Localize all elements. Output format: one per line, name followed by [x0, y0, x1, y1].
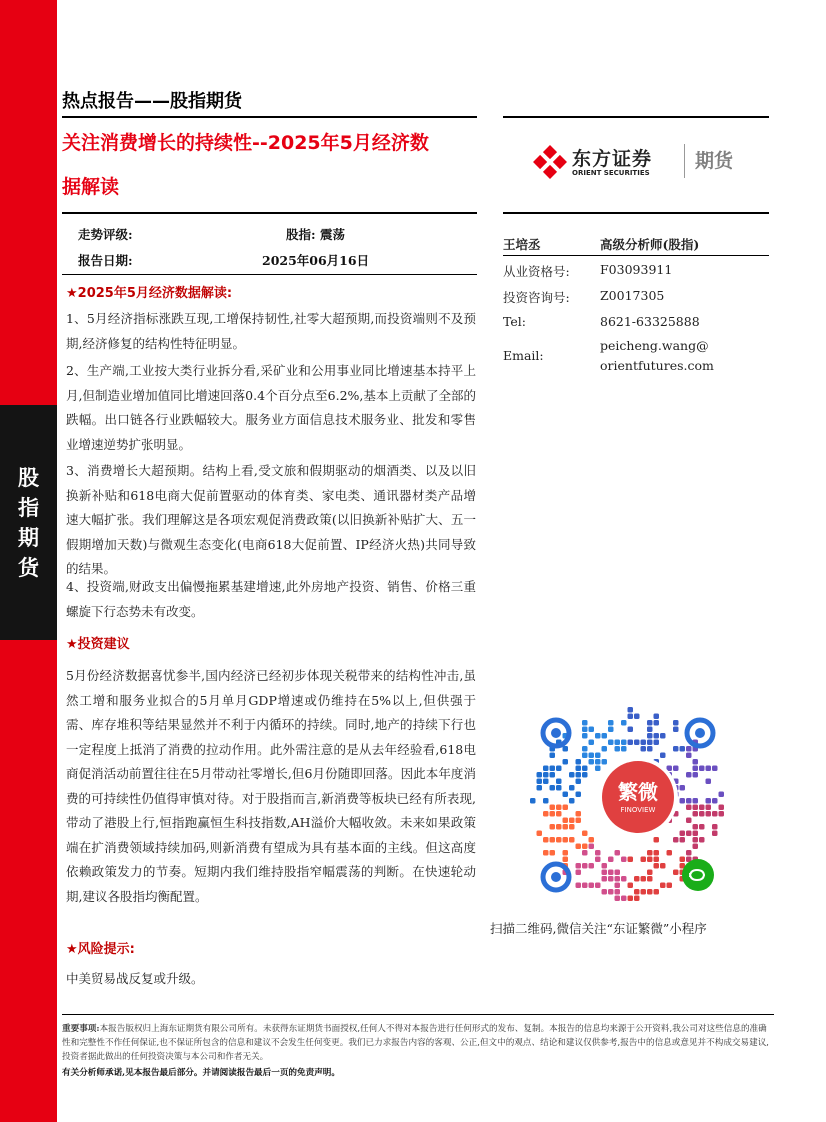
tel-value: 8621-63325888	[600, 314, 700, 329]
qr-module	[654, 863, 660, 869]
qr-module	[582, 831, 588, 837]
qr-module	[582, 850, 588, 856]
trend-label: 走势评级:	[78, 227, 133, 242]
qr-module	[602, 876, 608, 882]
email-value-line1[interactable]: peicheng.wang@	[600, 338, 709, 353]
qr-module	[647, 876, 653, 882]
qr-module	[582, 844, 588, 850]
qr-module	[569, 798, 575, 804]
qr-module	[699, 766, 705, 772]
qr-module	[543, 779, 549, 785]
qr-module	[647, 733, 653, 739]
header-rule-left	[62, 116, 477, 118]
qr-module	[628, 740, 634, 746]
logo-mark-icon	[530, 142, 578, 182]
paragraph-4: 4、投资端,财政支出偏慢拖累基建增速,此外房地产投资、销售、价格三重螺旋下行态势未有改变。	[66, 579, 476, 619]
qr-module	[563, 759, 569, 765]
qr-module	[673, 720, 679, 726]
qr-module	[615, 876, 621, 882]
qr-module	[615, 896, 621, 902]
qr-module	[608, 720, 614, 726]
qr-module	[530, 798, 536, 804]
qr-module	[673, 766, 679, 772]
section-heading-data-review: ★2025年5月经济数据解读:	[66, 286, 233, 301]
consulting-label: 投资咨询号:	[503, 290, 570, 305]
qr-module	[563, 746, 569, 752]
qr-module	[537, 772, 543, 778]
qr-module	[556, 779, 562, 785]
qr-module	[693, 811, 699, 817]
analyst-rule-top	[503, 212, 769, 214]
qr-module	[641, 746, 647, 752]
qr-module	[595, 883, 601, 889]
date-label: 报告日期:	[78, 253, 133, 268]
qr-module	[621, 746, 627, 752]
qr-module	[693, 831, 699, 837]
index-label: 股指:	[286, 227, 316, 242]
qr-module	[595, 753, 601, 759]
title-line-2: 据解读	[62, 176, 120, 198]
qr-module	[660, 733, 666, 739]
qr-module	[576, 883, 582, 889]
qr-module	[628, 896, 634, 902]
qr-module	[634, 740, 640, 746]
qr-module	[589, 883, 595, 889]
qr-module	[556, 766, 562, 772]
qr-module	[615, 870, 621, 876]
qr-module	[608, 870, 614, 876]
qr-module	[621, 857, 627, 863]
qr-module	[556, 785, 562, 791]
paragraph-1: 1、5月经济指标涨跌互现,工增保持韧性,社零大超预期,而投资端则不及预期,经济修复的结构性特征明显。	[66, 311, 476, 351]
qr-finder-dot	[551, 728, 561, 738]
qr-module	[634, 876, 640, 882]
qualification-value: F03093911	[600, 262, 673, 277]
qr-module	[589, 759, 595, 765]
qr-module	[693, 798, 699, 804]
side-tab-char: 股	[18, 465, 39, 490]
qr-module	[654, 857, 660, 863]
qr-module	[699, 805, 705, 811]
qr-module	[686, 831, 692, 837]
qr-module	[543, 798, 549, 804]
qr-module	[550, 824, 556, 830]
qr-module	[647, 889, 653, 895]
qr-module	[660, 753, 666, 759]
qr-module	[647, 727, 653, 733]
qr-module	[608, 740, 614, 746]
qr-module	[706, 798, 712, 804]
qr-module	[576, 759, 582, 765]
qr-module	[563, 837, 569, 843]
qr-module	[602, 759, 608, 765]
qr-module	[654, 714, 660, 720]
qr-module	[576, 863, 582, 869]
qr-module	[686, 772, 692, 778]
header-rule-right	[503, 116, 769, 118]
qr-module	[693, 772, 699, 778]
qr-module	[589, 740, 595, 746]
qr-module	[693, 805, 699, 811]
qr-module	[582, 753, 588, 759]
title-line-1: 关注消费增长的持续性--2025年5月经济数	[62, 132, 429, 154]
qr-module	[712, 766, 718, 772]
qr-module	[595, 850, 601, 856]
qr-module	[641, 876, 647, 882]
qr-module	[576, 870, 582, 876]
qr-module	[641, 857, 647, 863]
analyst-name: 王培丞	[503, 237, 541, 252]
qr-module	[563, 824, 569, 830]
qr-module	[569, 772, 575, 778]
qr-module	[686, 818, 692, 824]
qr-module	[634, 889, 640, 895]
qr-module	[654, 889, 660, 895]
qr-module	[589, 837, 595, 843]
qr-module	[621, 876, 627, 882]
qr-module	[615, 883, 621, 889]
disclaimer-label: 重要事项:	[62, 1024, 100, 1034]
qr-module	[608, 876, 614, 882]
qr-module	[615, 740, 621, 746]
qr-module	[673, 870, 679, 876]
qr-module	[589, 753, 595, 759]
qr-module	[647, 870, 653, 876]
qr-module	[537, 785, 543, 791]
paragraph-2: 2、生产端,工业按大类行业拆分看,采矿业和公用事业同比增速基本持平上月,但制造业增加值同比增速回落0.4个百分点至6.2%,基本上贡献了全部的跌幅。出口链各行业跌幅较大。服务业方面信息技术服务业、批发和零售业增速逆势扩张明显。	[66, 363, 476, 452]
qr-module	[693, 759, 699, 765]
qr-module	[550, 811, 556, 817]
qr-module	[699, 811, 705, 817]
qr-module	[595, 766, 601, 772]
qr-module	[693, 844, 699, 850]
qr-module	[680, 837, 686, 843]
qr-module	[595, 733, 601, 739]
qr-caption: 扫描二维码,微信关注“东证繁微”小程序	[490, 921, 707, 936]
qr-module	[550, 772, 556, 778]
analyst-role: 高级分析师(股指)	[600, 237, 700, 252]
qr-module	[608, 857, 614, 863]
report-title	[62, 121, 494, 209]
qr-module	[608, 727, 614, 733]
qr-center-sub: FINOVIEW	[620, 806, 656, 814]
meta-rule-top	[62, 212, 477, 214]
qr-module	[634, 896, 640, 902]
qr-module	[550, 837, 556, 843]
qr-module	[589, 844, 595, 850]
side-tab-char: 货	[18, 555, 39, 580]
qr-module	[563, 857, 569, 863]
qr-module	[576, 844, 582, 850]
qr-module	[556, 824, 562, 830]
qr-module	[680, 798, 686, 804]
qr-module	[706, 766, 712, 772]
qr-module	[569, 837, 575, 843]
qr-module	[550, 753, 556, 759]
qr-module	[602, 870, 608, 876]
qr-finder-dot	[695, 728, 705, 738]
qr-module	[628, 857, 634, 863]
qr-module	[582, 746, 588, 752]
qr-module	[686, 850, 692, 856]
qr-module	[621, 896, 627, 902]
qr-module	[686, 753, 692, 759]
qr-module	[615, 889, 621, 895]
qr-module	[712, 831, 718, 837]
qr-module	[602, 746, 608, 752]
qr-module	[563, 792, 569, 798]
qr-module	[647, 850, 653, 856]
footer-rule	[62, 1014, 774, 1015]
section-heading-investment-advice: ★投资建议	[66, 637, 130, 652]
qr-module	[576, 779, 582, 785]
qr-module	[602, 733, 608, 739]
qr-module	[582, 720, 588, 726]
qr-module	[602, 889, 608, 895]
qr-module	[556, 805, 562, 811]
qr-finder-dot	[551, 872, 561, 882]
index-value: 震荡	[319, 227, 345, 242]
qr-module	[576, 772, 582, 778]
qr-module	[712, 824, 718, 830]
qr-module	[719, 811, 725, 817]
qr-module	[582, 863, 588, 869]
qr-module	[582, 883, 588, 889]
qr-module	[582, 772, 588, 778]
qr-module	[660, 863, 666, 869]
qr-module	[673, 727, 679, 733]
qr-module	[589, 863, 595, 869]
qr-module	[615, 746, 621, 752]
paragraph-3: 3、消费增长大超预期。结构上看,受文旅和假期驱动的烟酒类、以及以旧换新补贴和618电商大促前置驱动的体育类、家电类、通讯器材类产品增速大幅扩张。我们理解这是各项宏观促消费政策(以旧换新补贴扩大、五一假期增加天数)与微观生态变化(电商618大促前置、IP经济火热)共同导致的结果。	[66, 463, 476, 576]
qr-module	[686, 746, 692, 752]
qr-module	[654, 850, 660, 856]
qr-module	[647, 857, 653, 863]
qr-module	[699, 837, 705, 843]
qr-module	[543, 772, 549, 778]
analyst-commitment: 有关分析师承诺,见本报告最后部分。并请阅读报告最后一页的免责声明。	[62, 1068, 340, 1078]
qr-module	[706, 779, 712, 785]
qr-module	[595, 759, 601, 765]
tel-label: Tel:	[503, 314, 526, 329]
logo-divider	[684, 144, 685, 178]
qr-module	[628, 714, 634, 720]
qr-module	[693, 824, 699, 830]
qr-module	[719, 792, 725, 798]
qr-module	[569, 824, 575, 830]
qr-module	[667, 850, 673, 856]
qr-module	[556, 837, 562, 843]
qr-module	[615, 850, 621, 856]
email-label: Email:	[503, 348, 544, 363]
qualification-label: 从业资格号:	[503, 264, 570, 279]
investment-advice-paragraph: 5月份经济数据喜忧参半,国内经济已经初步体现关税带来的结构性冲击,虽然工增和服务业拟合的5月单月GDP增速或仍维持在5%以上,但供强于需、库存堆积等结果显然并不利于内循环的持续。同时,地产的持续下行也一定程度上抵消了消费的拉动作用。此外需注意的是从去年经验看,618电商促消活动前置往往在5月带动社零增长,但6月份随即回落。因此本年度消费的可持续性仍值得审慎对待。对于股指而言,新消费等板块已经有所表现,带动了港股上行,恒指跑赢恒生科技指数,AH溢价大幅收敛。未来如果政策端在扩消费领域持续加码,则新消费有望成为具有基本面的主线。但这高度依赖政策发力的节奏。短期内我们维持股指窄幅震荡的判断。在快速轮动期,建议各股指均衡配置。	[66, 668, 476, 904]
qr-module	[576, 818, 582, 824]
qr-module	[563, 805, 569, 811]
qr-center-text: 繁微	[618, 780, 658, 804]
qr-module	[654, 720, 660, 726]
qr-module	[719, 805, 725, 811]
qr-module	[693, 837, 699, 843]
qr-module	[608, 889, 614, 895]
qr-module	[589, 727, 595, 733]
index-rating	[286, 225, 345, 243]
qr-module	[680, 857, 686, 863]
qr-module	[654, 733, 660, 739]
qr-module	[602, 863, 608, 869]
analyst-rule	[503, 255, 769, 256]
qr-module	[537, 831, 543, 837]
qr-module	[569, 818, 575, 824]
qr-module	[706, 805, 712, 811]
email-value-line2[interactable]: orientfutures.com	[600, 358, 714, 373]
consulting-value: Z0017305	[600, 288, 665, 303]
qr-module	[621, 740, 627, 746]
qr-module	[621, 720, 627, 726]
qr-module	[556, 811, 562, 817]
mini-program-icon	[682, 859, 714, 891]
qr-module	[582, 733, 588, 739]
qr-module	[563, 850, 569, 856]
brand-name-en: ORIENT SECURITIES	[572, 169, 650, 177]
qr-module	[537, 779, 543, 785]
qr-module	[654, 740, 660, 746]
date-value: 2025年06月16日	[262, 253, 370, 268]
qr-module	[686, 798, 692, 804]
qr-module	[563, 818, 569, 824]
qr-code[interactable]	[528, 705, 728, 905]
qr-module	[641, 889, 647, 895]
section-heading-risk: ★风险提示:	[66, 942, 135, 957]
qr-center-logo	[602, 761, 674, 833]
qr-module	[569, 785, 575, 791]
qr-module	[680, 785, 686, 791]
qr-module	[680, 746, 686, 752]
qr-module	[634, 714, 640, 720]
brand-unit: 期货	[695, 150, 734, 172]
disclaimer	[62, 1022, 774, 1064]
qr-module	[680, 831, 686, 837]
qr-module	[660, 883, 666, 889]
qr-module	[712, 811, 718, 817]
qr-module	[543, 766, 549, 772]
qr-module	[582, 727, 588, 733]
qr-module	[582, 766, 588, 772]
qr-module	[667, 883, 673, 889]
qr-module	[543, 850, 549, 856]
qr-module	[647, 740, 653, 746]
qr-module	[550, 805, 556, 811]
qr-module	[543, 811, 549, 817]
qr-module	[543, 837, 549, 843]
report-type: 热点报告——股指期货	[62, 91, 242, 112]
qr-module	[647, 746, 653, 752]
qr-module	[628, 707, 634, 713]
qr-module	[550, 850, 556, 856]
qr-module	[654, 837, 660, 843]
disclaimer-text: 本报告版权归上海东证期货有限公司所有。未获得东证期货书面授权,任何人不得对本报告进行任何形式的发布、复制。本报告的信息均来源于公开资料,我公司对这些信息的准确性和完整性不作任何保证,也不保证所包含的信息和建议不会发生任何变更。我们已力求报告内容的客观、公正,但文中的观点、结论和建议仅供参考,报告中的信息或意见并不构成交易建议,投资者据此做出的任何投资决策与本公司和作者无关。	[62, 1024, 770, 1062]
qr-module	[647, 720, 653, 726]
qr-module	[673, 746, 679, 752]
qr-module	[686, 805, 692, 811]
qr-module	[628, 727, 634, 733]
qr-module	[628, 883, 634, 889]
qr-module	[641, 740, 647, 746]
qr-module	[693, 766, 699, 772]
qr-module	[706, 811, 712, 817]
meta-rule-bottom	[62, 274, 477, 275]
qr-module	[699, 824, 705, 830]
qr-module	[550, 766, 556, 772]
brand-logo	[530, 142, 770, 182]
qr-module	[595, 857, 601, 863]
qr-module	[673, 837, 679, 843]
side-tab-char: 期	[18, 525, 39, 550]
risk-paragraph: 中美贸易战反复或升级。	[66, 971, 204, 986]
qr-module	[576, 766, 582, 772]
qr-module	[576, 792, 582, 798]
side-category-tab	[0, 405, 57, 640]
brand-name-cn: 东方证券	[572, 148, 653, 170]
qr-module	[550, 785, 556, 791]
qr-module	[712, 798, 718, 804]
qr-module	[576, 811, 582, 817]
side-tab-char: 指	[18, 495, 39, 520]
